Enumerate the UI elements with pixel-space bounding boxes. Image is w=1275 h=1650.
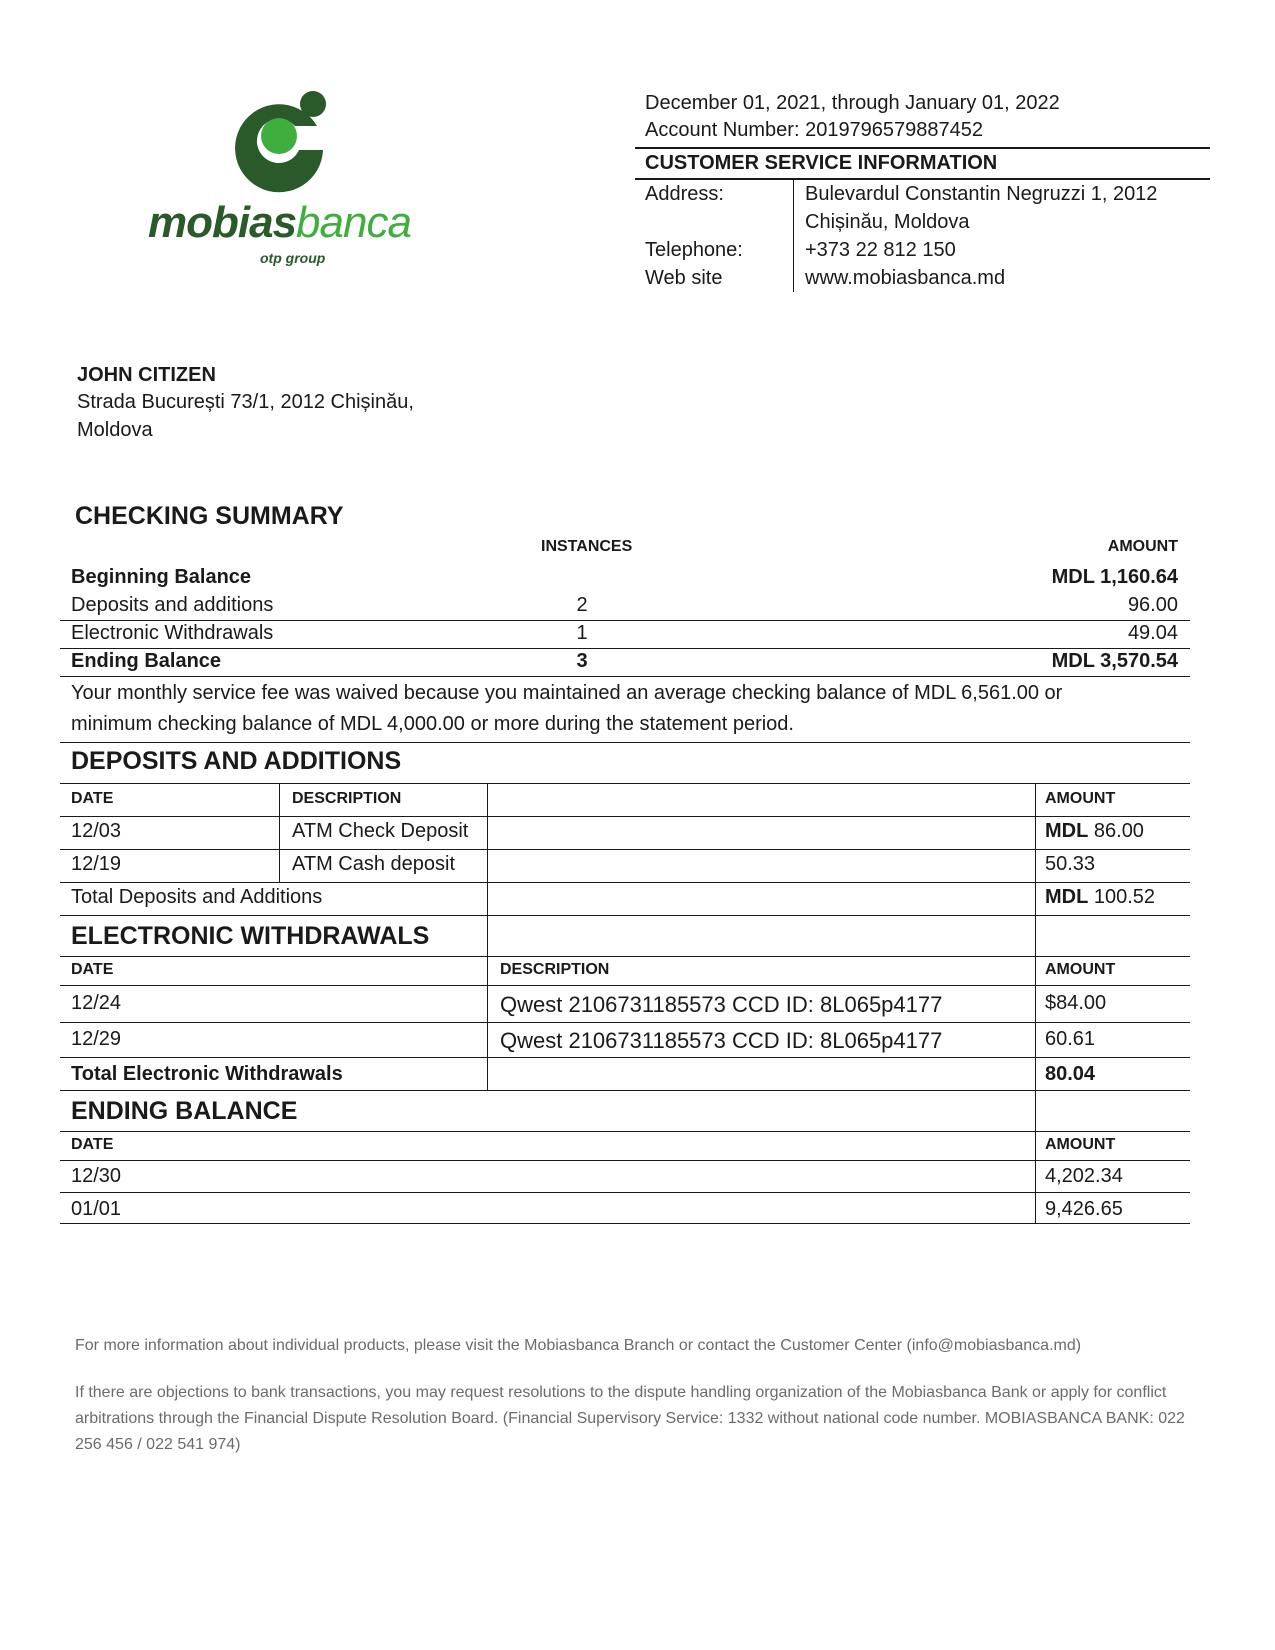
bank-address-line1: Bulevardul Constantin Negruzzi 1, 2012 — [805, 183, 1158, 205]
summary-row-instances: 2 — [576, 594, 588, 616]
wordmark-dark: mobias — [148, 198, 297, 247]
deposits-total-amount: MDL 100.52 — [1045, 886, 1156, 908]
summary-row-label: Beginning Balance — [71, 566, 252, 588]
summary-col-amount: AMOUNT — [1107, 538, 1178, 555]
bank-wordmark — [148, 198, 411, 248]
ending-col-amount: AMOUNT — [1045, 1136, 1116, 1153]
summary-col-instances: INSTANCES — [541, 538, 633, 555]
ending-date: 01/01 — [71, 1198, 122, 1220]
summary-row-amount: 96.00 — [1127, 594, 1178, 616]
checking-summary-title: CHECKING SUMMARY — [75, 502, 344, 530]
customer-address-line2: Moldova — [77, 419, 153, 441]
ending-amount: 4,202.34 — [1045, 1165, 1123, 1187]
footer-info-line: For more information about individual products, please visit the Mobiasbanca Branch or contact the Customer Center (info@mobiasbanca.md) — [75, 1337, 1082, 1354]
bank-logo-icon — [225, 78, 345, 198]
statement-period: December 01, 2021, through January 01, 2022 — [645, 92, 1060, 114]
withdrawal-date: 12/29 — [71, 1028, 122, 1050]
customer-address-line1: Strada București 73/1, 2012 Chișinău, — [77, 391, 414, 413]
deposit-description: ATM Check Deposit — [292, 820, 469, 842]
address-label: Address: — [645, 183, 724, 205]
withdrawal-description: Qwest 2106731185573 CCD ID: 8L065p4177 — [500, 992, 943, 1017]
deposits-col-description: DESCRIPTION — [292, 790, 402, 807]
summary-row-amount: 49.04 — [1127, 622, 1178, 644]
deposit-amount: 50.33 — [1045, 853, 1096, 875]
summary-row-label: Ending Balance — [71, 650, 222, 672]
summary-row-amount: MDL 1,160.64 — [1051, 566, 1178, 588]
wordmark-light: banca — [296, 198, 411, 247]
customer-service-title: CUSTOMER SERVICE INFORMATION — [645, 152, 998, 174]
deposits-col-date: DATE — [71, 790, 114, 807]
bank-telephone: +373 22 812 150 — [805, 239, 956, 261]
deposit-date: 12/19 — [71, 853, 122, 875]
deposit-amount-prefix: MDL — [1045, 820, 1089, 842]
withdrawals-col-description: DESCRIPTION — [500, 961, 610, 978]
summary-row-instances: 1 — [576, 622, 588, 644]
bank-address-line2: Chișinău, Moldova — [805, 211, 970, 233]
customer-name: JOHN CITIZEN — [77, 364, 216, 386]
ending-col-date: DATE — [71, 1136, 114, 1153]
withdrawals-col-date: DATE — [71, 961, 114, 978]
withdrawals-title: ELECTRONIC WITHDRAWALS — [71, 922, 430, 950]
summary-row-label: Deposits and additions — [71, 594, 274, 616]
deposits-col-amount: AMOUNT — [1045, 790, 1116, 807]
summary-row-amount: MDL 3,570.54 — [1051, 650, 1178, 672]
deposits-title: DEPOSITS AND ADDITIONS — [71, 747, 402, 775]
withdrawal-amount: $84.00 — [1045, 992, 1107, 1014]
withdrawal-description: Qwest 2106731185573 CCD ID: 8L065p4177 — [500, 1028, 943, 1053]
withdrawals-col-amount: AMOUNT — [1045, 961, 1116, 978]
deposit-amount: MDL 86.00 — [1045, 820, 1144, 842]
ending-balance-title: ENDING BALANCE — [71, 1097, 298, 1125]
ending-date: 12/30 — [71, 1165, 122, 1187]
website-label: Web site — [645, 267, 723, 289]
summary-row-instances: 3 — [576, 650, 588, 672]
deposits-total-label: Total Deposits and Additions — [71, 886, 323, 908]
telephone-label: Telephone: — [645, 239, 743, 261]
fee-waiver-note-line1: Your monthly service fee was waived because you maintained an average checking balance of MDL 6,561.00 or — [71, 682, 1063, 704]
bank-website: www.mobiasbanca.md — [805, 267, 1006, 289]
summary-row-label: Electronic Withdrawals — [71, 622, 274, 644]
account-number: Account Number: 2019796579887452 — [645, 119, 984, 141]
withdrawals-total-amount: 80.04 — [1045, 1063, 1096, 1085]
footer-dispute-paragraph: If there are objections to bank transactions, you may request resolutions to the dispute handling organization of the Mobiasbanca Bank or apply for conflict arbitrations through the Financial Dispute Resolution Board. (Financial Supervisory Service: 1332 without national code number. MOBIASBANCA BANK: 022 256 456 / 022 541 974) — [75, 1384, 1185, 1453]
deposit-description: ATM Cash deposit — [292, 853, 456, 875]
withdrawals-total-label: Total Electronic Withdrawals — [71, 1063, 343, 1085]
deposit-date: 12/03 — [71, 820, 122, 842]
withdrawal-date: 12/24 — [71, 992, 122, 1014]
logo-subline: otp group — [260, 250, 326, 266]
ending-amount: 9,426.65 — [1045, 1198, 1123, 1220]
withdrawal-amount: 60.61 — [1045, 1028, 1096, 1050]
fee-waiver-note-line2: minimum checking balance of MDL 4,000.00 or more during the statement period. — [71, 713, 794, 735]
